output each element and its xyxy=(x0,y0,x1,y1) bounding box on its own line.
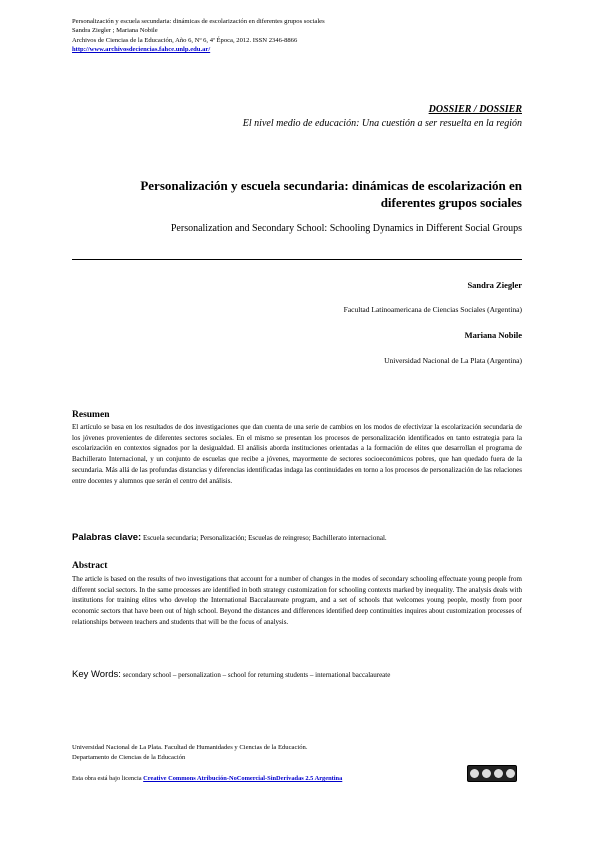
by-icon xyxy=(482,769,491,778)
header-journal: Archivos de Ciencias de la Educación, Año 6, Nº 6, 4ª Época, 2012. ISSN 2346-8866 xyxy=(72,36,298,44)
dossier-block xyxy=(243,103,522,130)
palabras-clave xyxy=(72,532,522,543)
resumen-heading: Resumen xyxy=(72,410,110,420)
author-affiliation: Facultad Latinoamericana de Ciencias Sociales (Argentina) xyxy=(343,305,522,314)
journal-link[interactable]: http://www.archivosdeciencias.fahce.unlp.edu.ar/ xyxy=(72,46,211,54)
footer-line-2: Departamento de Ciencias de la Educación xyxy=(72,753,186,761)
header-article-title: Personalización y escuela secundaria: dinámicas de escolarización en diferentes grupos sociales xyxy=(72,18,325,25)
resumen-text: El artículo se basa en los resultados de dos investigaciones que dan cuenta de una serie de cambios en los modos de efectivizar la escolarización secundaria de los jóvenes provenientes de diferentes sectores sociales. En el mismo se presentan los procesos de personalización identificados en tanto estrategia para la escolarización en contextos signados por la desigualdad. El análisis aborda instituciones orientadas a la formación de elites que desarrollan el programa de Bachillerato Internacional, y un conjunto de escuelas que recibe a jóvenes, mayormente de sectores socioeconómicos pobres, que han quedado fuera de la secundaria. Más allá de las profundas distancias y diferencias identificadas indaga las continuidades en torno a los procesos de personalización de las relaciones entre docentes y alumnos que serán el centro del análisis. xyxy=(72,423,522,485)
key-words-label: Key Words: xyxy=(72,669,121,680)
abstract-heading: Abstract xyxy=(72,561,108,571)
english-title: Personalization and Secondary School: Schooling Dynamics in Different Social Groups xyxy=(170,223,522,234)
author-name: Mariana Nobile xyxy=(464,330,522,340)
key-words xyxy=(72,669,522,680)
article-title xyxy=(110,178,522,211)
key-words-text: secondary school – personalization – school for returning students – international baccalaureate xyxy=(122,671,391,679)
footer-institution xyxy=(72,743,307,762)
dossier-theme: El nivel medio de educación: Una cuestión a ser resuelta en la región xyxy=(242,117,522,129)
title-divider xyxy=(72,259,522,260)
header-authors: Sandra Ziegler ; Mariana Nobile xyxy=(72,27,158,35)
author-affiliation: Universidad Nacional de La Plata (Argentina) xyxy=(384,356,522,365)
title-line-2: diferentes grupos sociales xyxy=(380,194,522,210)
footer-line-1: Universidad Nacional de La Plata. Facultad de Humanidades y Ciencias de la Educación. xyxy=(72,744,308,751)
license-prefix: Esta obra está bajo licencia xyxy=(72,775,142,782)
abstract-text: The article is based on the results of two investigations that account for a number of changes in the modes of secondary schooling effectuate young people from different social sectors. In the same processes are identified in both strategy customization for schooling contexts marked by inequality. The analysis deals with institutions for training elites who develop the International Baccalaureate program, and a set of schools that welcomes young people, mostly from poor economic sectors that have been out of high school. Beyond the distances and differences identified deep continuities inquires about customization processes of relationships between teachers and students that will be the focus of analysis. xyxy=(72,575,522,626)
creative-commons-badge-icon[interactable] xyxy=(467,765,517,782)
palabras-clave-text: Escuela secundaria; Personalización; Escuelas de reingreso; Bachillerato internacional. xyxy=(142,534,387,542)
author-name: Sandra Ziegler xyxy=(467,280,522,290)
dossier-label: DOSSIER / DOSSIER xyxy=(428,104,522,115)
license-notice xyxy=(72,775,342,782)
license-link[interactable]: Creative Commons Atribución-NoComercial-SinDerivadas 2.5 Argentina xyxy=(143,775,343,782)
nc-icon xyxy=(494,769,503,778)
running-header xyxy=(72,17,325,55)
palabras-clave-label: Palabras clave: xyxy=(72,532,142,543)
title-line-1: Personalización y escuela secundaria: dinámicas de escolarización en xyxy=(140,178,522,193)
nd-icon xyxy=(506,769,515,778)
cc-icon xyxy=(470,769,479,778)
